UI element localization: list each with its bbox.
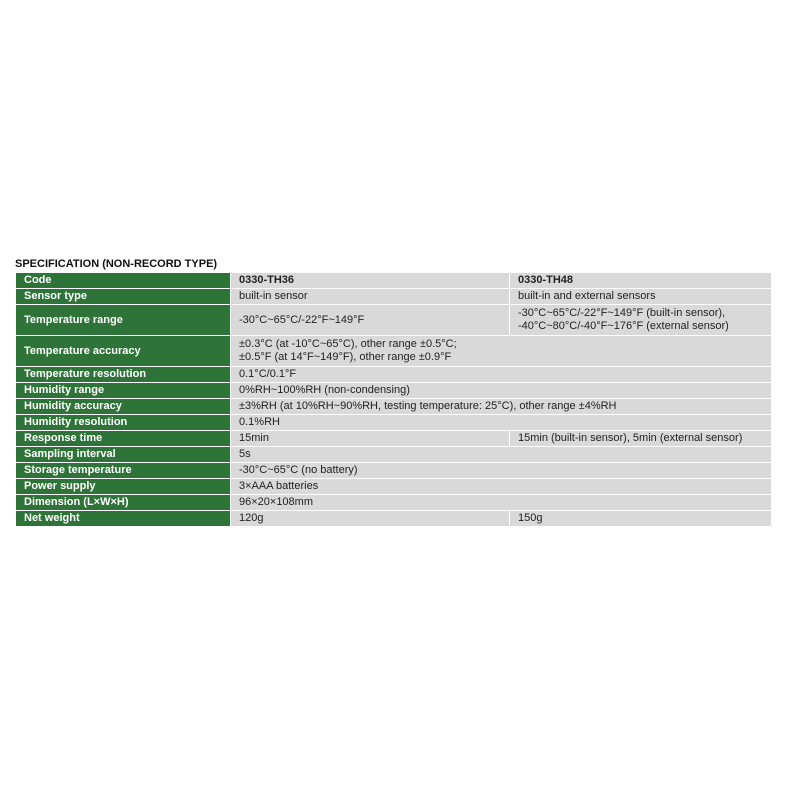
model-th36: 0330-TH36 [231, 273, 510, 289]
row-label: Sensor type [16, 289, 231, 305]
row-label: Dimension (L×W×H) [16, 495, 231, 511]
cell-shared: ±3%RH (at 10%RH~90%RH, testing temperature: 25°C), other range ±4%RH [231, 399, 772, 415]
cell-shared: -30°C~65°C (no battery) [231, 463, 772, 479]
cell-line: ±0.3°C (at -10°C~65°C), other range ±0.5°C; [239, 338, 457, 350]
cell-th48: 15min (built-in sensor), 5min (external sensor) [510, 431, 772, 447]
cell-shared: 0.1%RH [231, 415, 772, 431]
table-row-code [16, 273, 772, 289]
row-label: Temperature accuracy [16, 336, 231, 367]
table-row-net-weight [16, 511, 772, 527]
cell-shared [231, 336, 772, 367]
cell-th36: 120g [231, 511, 510, 527]
table-row-sampling-interval [16, 447, 772, 463]
table-row-humidity-range [16, 383, 772, 399]
cell-th48: 150g [510, 511, 772, 527]
spec-title: SPECIFICATION (NON-RECORD TYPE) [15, 258, 218, 270]
spec-table [15, 272, 772, 527]
cell-shared: 0%RH~100%RH (non-condensing) [231, 383, 772, 399]
table-row-storage-temperature [16, 463, 772, 479]
cell-shared: 96×20×108mm [231, 495, 772, 511]
cell-shared: 5s [231, 447, 772, 463]
row-label: Humidity resolution [16, 415, 231, 431]
table-row-temperature-range [16, 305, 772, 336]
table-row-response-time [16, 431, 772, 447]
table-row-power-supply [16, 479, 772, 495]
row-label: Net weight [16, 511, 231, 527]
cell-shared: 3×AAA batteries [231, 479, 772, 495]
cell-th36: 15min [231, 431, 510, 447]
row-label: Temperature resolution [16, 367, 231, 383]
row-label: Sampling interval [16, 447, 231, 463]
table-row-temperature-resolution [16, 367, 772, 383]
cell-shared: 0.1°C/0.1°F [231, 367, 772, 383]
row-label: Storage temperature [16, 463, 231, 479]
cell-th36: -30°C~65°C/-22°F~149°F [231, 305, 510, 336]
cell-th36: built-in sensor [231, 289, 510, 305]
cell-th48: built-in and external sensors [510, 289, 772, 305]
model-th48: 0330-TH48 [510, 273, 772, 289]
cell-line: ±0.5°F (at 14°F~149°F), other range ±0.9°F [239, 351, 452, 363]
table-row-humidity-accuracy [16, 399, 772, 415]
cell-th48 [510, 305, 772, 336]
table-row-dimension [16, 495, 772, 511]
row-label: Response time [16, 431, 231, 447]
row-label: Power supply [16, 479, 231, 495]
row-label: Temperature range [16, 305, 231, 336]
table-row-humidity-resolution [16, 415, 772, 431]
row-label: Humidity accuracy [16, 399, 231, 415]
table-row-temperature-accuracy [16, 336, 772, 367]
cell-line: -40°C~80°C/-40°F~176°F (external sensor) [518, 320, 729, 332]
cell-line: -30°C~65°C/-22°F~149°F (built-in sensor), [518, 307, 726, 319]
row-label: Code [16, 273, 231, 289]
table-row-sensor-type [16, 289, 772, 305]
row-label: Humidity range [16, 383, 231, 399]
